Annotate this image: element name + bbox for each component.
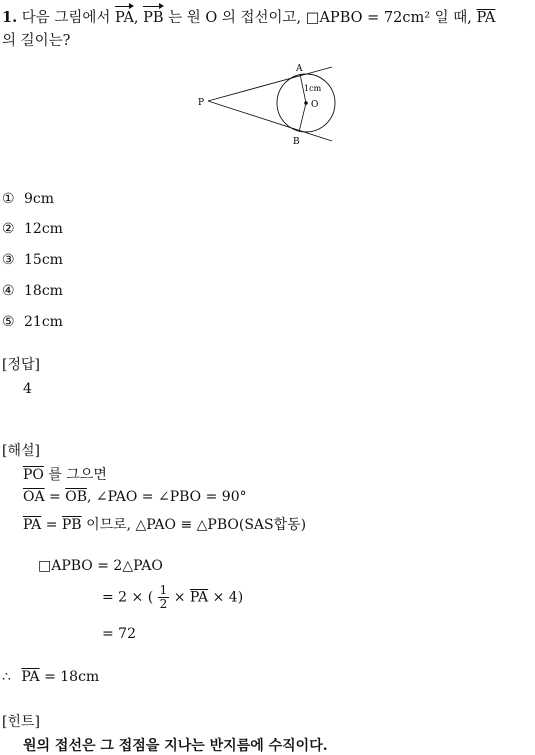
fraction-denominator: 2 [159,597,168,611]
question-line-2: 의 길이는? [2,33,71,49]
eq2-part-b: × [173,589,186,606]
choice-4[interactable] [2,283,63,299]
line2-text: , ∠PAO = ∠PBO = 90° [87,489,247,505]
explanation-line-2 [23,489,247,505]
choice-text: 21cm [24,314,63,330]
therefore-symbol: ∴ [2,669,11,685]
segment-ob: $\overline{OB}$ [65,489,87,505]
answer-heading: [정답] [2,357,40,373]
label-p: P [198,98,205,108]
choice-2[interactable] [2,221,63,237]
label-b: B [293,137,300,146]
center-point [304,101,308,105]
choice-3[interactable] [2,252,63,268]
hint-heading: [힌트] [2,714,40,730]
equation-line-2 [102,584,243,611]
segment-po: $\overline{PO}$ [23,467,44,483]
choice-text: 9cm [24,191,55,207]
question-text-a: 다음 그림에서 [21,10,111,26]
choice-text: 18cm [24,283,63,299]
line3-text: 이므로, △PAO ≡ △PBO(SAS합동) [86,517,307,533]
conclusion-text: = 18cm [44,669,100,685]
segment-oa: $\overline{OA}$ [23,489,45,505]
equals-sign: = [49,489,61,505]
equation-line-1: □APBO = 2△PAO [38,558,163,574]
explanation-heading: [해설] [2,443,40,459]
question-number: 1. [2,9,18,26]
segment-pa: $\overline{PA}$ [21,669,40,685]
explanation-line-1 [23,464,107,484]
choice-5[interactable] [2,314,63,330]
line1-text: 를 그으면 [48,467,107,483]
hint-text: 원의 접선은 그 접점을 지나는 반지름에 수직이다. [23,738,328,754]
tangent-figure [196,62,338,146]
question-text-b: 는 원 O 의 접선이고, □APBO = 72cm² 일 때, [168,10,472,26]
equals-sign: = [45,517,58,533]
segment-pa: $\overline{PA}$ [189,589,209,606]
label-o: O [311,100,319,110]
segment-pa: $\overline{PA}$ [23,517,42,533]
choice-mark: ② [2,221,15,237]
choice-mark: ① [2,191,15,207]
radius-ob [299,103,306,132]
fraction-numerator: 1 [159,583,168,597]
fraction-half [158,584,170,611]
eq2-part-c: × 4) [212,589,244,606]
answer-value: 4 [23,381,32,397]
choice-1[interactable] [2,191,54,207]
label-radius: 1cm [304,84,322,93]
segment-pb: $\overline{PB}$ [61,517,82,533]
equation-line-3: = 72 [102,626,136,642]
choice-mark: ③ [2,252,15,268]
conclusion-line [2,669,99,685]
vector-pa: PA [115,10,134,26]
segment-pa-overline: $\overline{PA}$ [476,10,496,26]
eq2-part-a: = 2 × ( [102,589,154,606]
choice-mark: ④ [2,283,15,299]
choice-text: 15cm [24,252,63,268]
question-line-1 [2,6,495,27]
label-a: A [296,64,303,74]
explanation-line-3 [23,514,306,534]
vector-pb: PB [143,10,164,26]
choice-mark: ⑤ [2,314,15,330]
choice-text: 12cm [24,221,63,237]
question-comma: , [133,10,139,26]
